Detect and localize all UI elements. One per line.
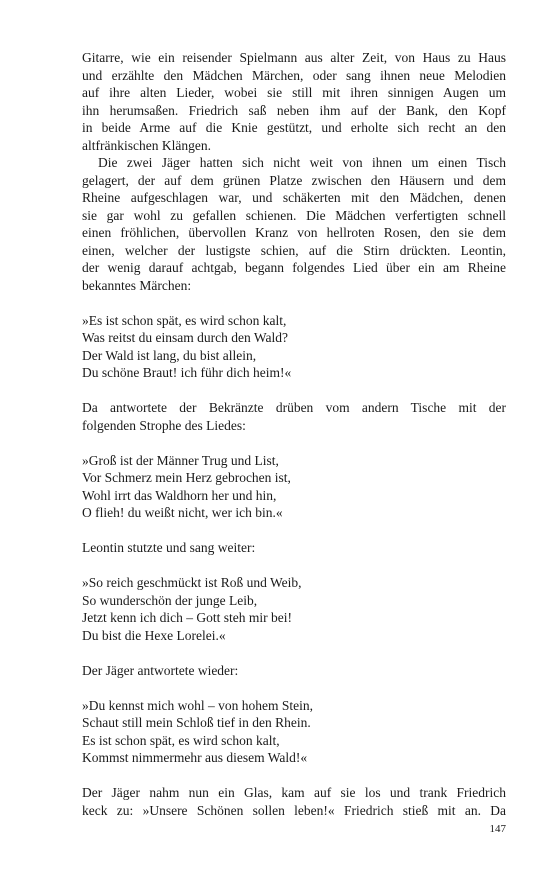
text-line: ihn herumsaßen. Friedrich saß neben ihm auf der Bank, den Kopf — [82, 102, 506, 118]
blank-line — [82, 294, 506, 312]
text-line: bekanntes Märchen: — [82, 277, 192, 293]
verse-line: »So reich geschmückt ist Roß und Weib, — [82, 575, 302, 590]
text-line: und erzählte den Mädchen Märchen, oder sang ihnen neue Melodien — [82, 67, 506, 83]
text-line: Rheine aufgeschlagen war, und schäkerten mit den Mädchen, denen — [82, 190, 506, 205]
blank-line — [82, 679, 506, 697]
verse-line: Vor Schmerz mein Herz gebrochen ist, — [82, 470, 291, 485]
verse-stanza-4 — [82, 697, 506, 767]
text-line: Die zwei Jäger hatten sich nicht weit von ihnen um einen Tisch — [98, 155, 506, 170]
text-line: in beide Arme auf die Knie gestützt, und erholte sich recht an den — [82, 120, 506, 135]
text-line: Der Jäger antwortete wieder: — [82, 662, 239, 678]
paragraph-2 — [82, 154, 506, 294]
verse-stanza-1 — [82, 312, 506, 382]
blank-line — [82, 382, 506, 400]
verse-line: Jetzt kenn ich dich – Gott steh mir bei! — [82, 610, 292, 625]
verse-line: »Es ist schon spät, es wird schon kalt, — [82, 312, 287, 328]
verse-line: Schaut still mein Schloß tief in den Rhein. — [82, 715, 311, 730]
verse-line: »Du kennst mich wohl – von hohem Stein, — [82, 697, 313, 713]
text-line: gelagert, der auf dem grünen Platze zwischen den Häusern und dem — [82, 172, 506, 188]
text-line: einen, welcher der lustigste schien, auf die Stirn drückten. Leontin, — [82, 242, 506, 258]
page-number: 147 — [489, 823, 506, 835]
paragraph-4 — [82, 539, 506, 557]
text-line: Leontin stutzte und sang weiter: — [82, 540, 256, 555]
text-line: auf ihre alten Lieder, wobei sie still mit ihren sinnigen Augen um — [82, 85, 506, 100]
verse-line: So wunderschön der junge Leib, — [82, 592, 258, 608]
verse-line: Du schöne Braut! ich führ dich heim!« — [82, 365, 292, 380]
verse-line: Wohl irrt das Waldhorn her und hin, — [82, 487, 277, 503]
text-line: Der Jäger nahm nun ein Glas, kam auf sie los und trank Friedrich — [82, 785, 506, 800]
blank-line — [82, 557, 506, 575]
text-line: altfränkischen Klängen. — [82, 137, 211, 153]
text-line: Da antwortete der Bekränzte drüben vom andern Tische mit der — [82, 400, 506, 415]
verse-line: Es ist schon spät, es wird schon kalt, — [82, 732, 280, 748]
blank-line — [82, 767, 506, 785]
text-line: einen fröhlichen, übervollen Kranz von hellroten Rosen, den sie dem — [82, 225, 506, 240]
text-line: sie gar wohl zu gefallen schienen. Die Mädchen verfertigten schnell — [82, 207, 506, 223]
verse-stanza-3 — [82, 574, 506, 644]
text-line: keck zu: »Unsere Schönen sollen leben!« Friedrich stieß mit an. Da — [82, 802, 506, 818]
text-line: Gitarre, wie ein reisender Spielmann aus alter Zeit, von Haus zu Haus — [82, 50, 506, 65]
blank-line — [82, 522, 506, 540]
text-line: der wenig darauf achtgab, begann folgendes Lied über ein am Rheine — [82, 260, 506, 275]
blank-line — [82, 434, 506, 452]
verse-stanza-2 — [82, 452, 506, 522]
paragraph-3 — [82, 399, 506, 434]
verse-line: »Groß ist der Männer Trug und List, — [82, 452, 279, 468]
paragraph-1 — [82, 49, 506, 154]
verse-line: Was reitst du einsam durch den Wald? — [82, 330, 289, 345]
verse-line: Der Wald ist lang, du bist allein, — [82, 347, 257, 363]
verse-line: O flieh! du weißt nicht, wer ich bin.« — [82, 505, 283, 520]
blank-line — [82, 644, 506, 662]
paragraph-6 — [82, 784, 506, 819]
paragraph-5 — [82, 662, 506, 680]
verse-line: Du bist die Hexe Lorelei.« — [82, 627, 226, 643]
verse-line: Kommst nimmermehr aus diesem Wald!« — [82, 750, 308, 765]
book-page — [82, 49, 506, 819]
text-line: folgenden Strophe des Liedes: — [82, 417, 246, 433]
